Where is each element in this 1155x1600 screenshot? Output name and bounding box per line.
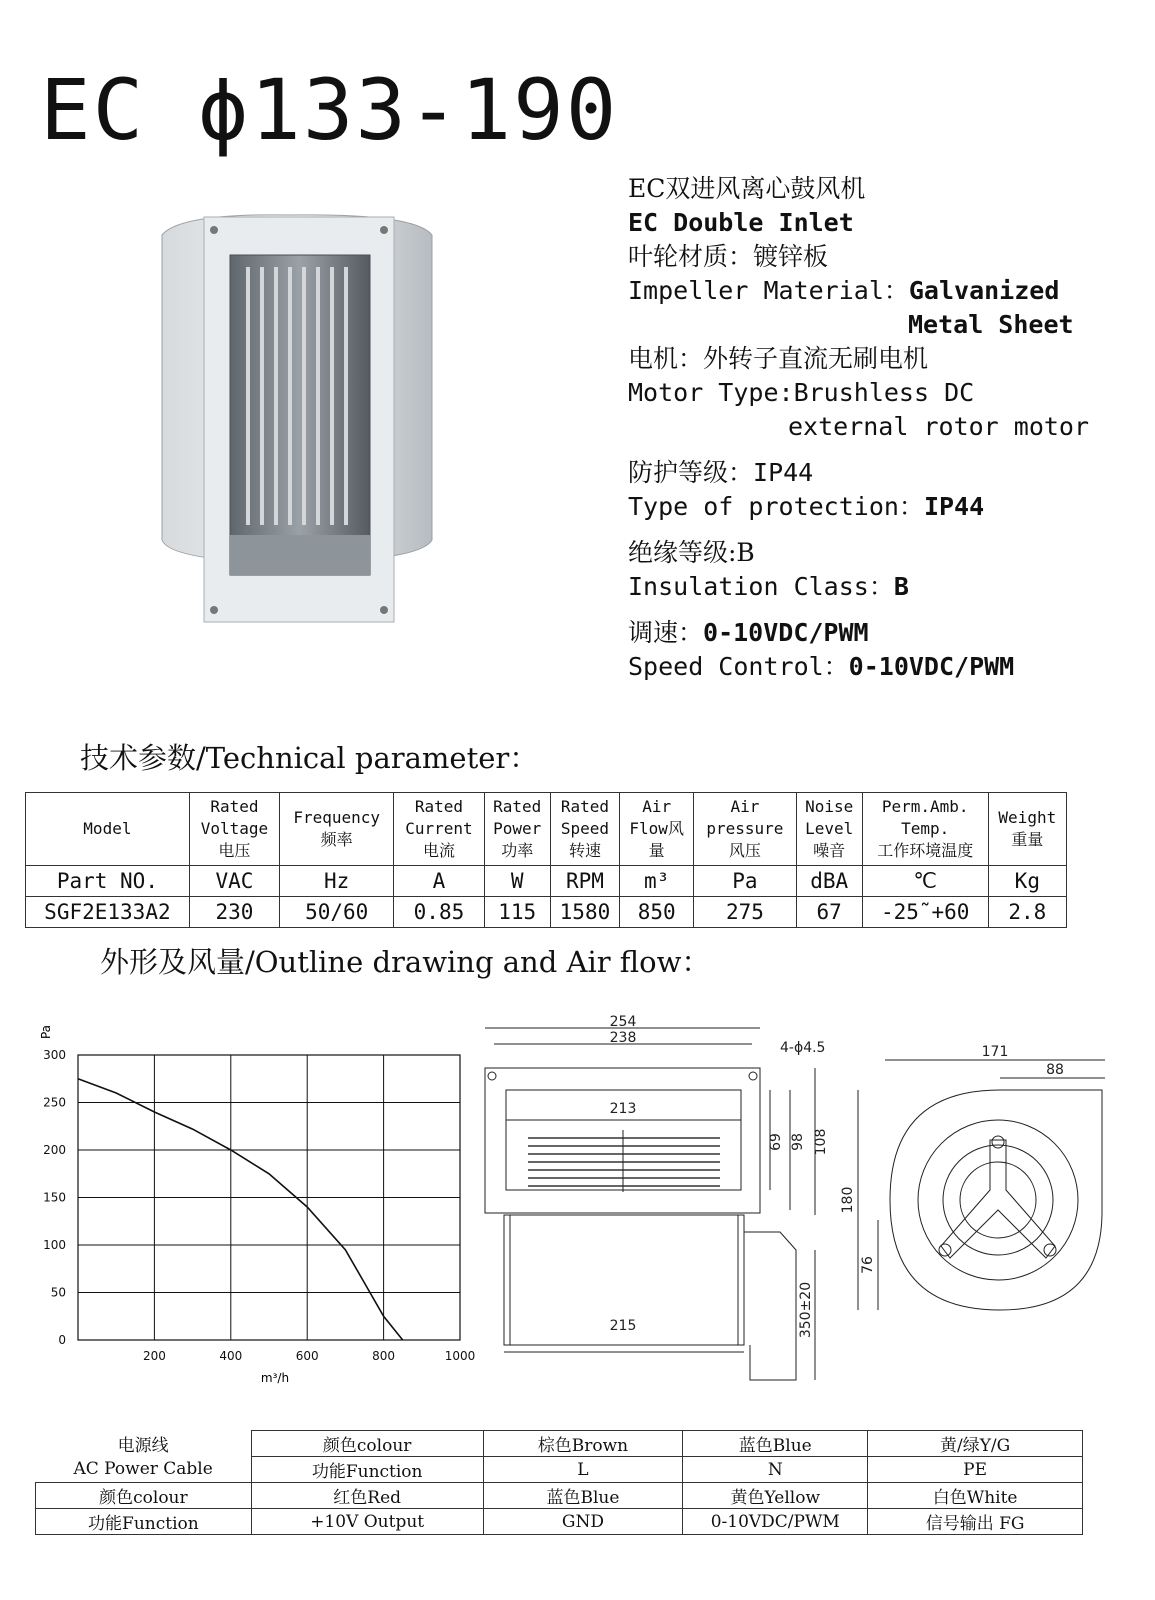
dim-213: 213 (609, 1101, 637, 1117)
cable-cell: 功能Function (36, 1509, 252, 1535)
protection-en-value: IP44 (923, 492, 985, 521)
x-tick-label: 200 (142, 1349, 166, 1363)
table-row (26, 897, 1067, 928)
impeller-blades (528, 1138, 720, 1186)
dim-88: 88 (1046, 1062, 1064, 1078)
motor-hub (960, 1162, 1036, 1238)
value-cell: 2.8 (988, 897, 1066, 928)
spider-bolt (939, 1244, 951, 1256)
header-cell: Perm.Amb. Temp. 工作环境温度 (862, 793, 988, 866)
spider-bolt (992, 1136, 1004, 1148)
cable-cell: 信号输出 FG (868, 1509, 1083, 1535)
value-cell: 275 (694, 897, 796, 928)
product-title: EC ϕ133-190 (40, 61, 619, 159)
motor-cn: 电机：外转子直流无刷电机 (628, 344, 929, 373)
product-name-en: EC Double Inlet (628, 208, 854, 237)
dim-215: 215 (609, 1318, 637, 1334)
header-cell: Air pressure 风压 (694, 793, 796, 866)
header-cell: Rated Voltage 电压 (189, 793, 279, 866)
y-tick-label: 100 (43, 1238, 66, 1252)
dim-171: 171 (981, 1044, 1009, 1060)
outline-heading: 外形及风量/Outline drawing and Air flow： (100, 945, 711, 979)
impeller-value-2: Metal Sheet (908, 310, 1074, 339)
cable-cell: GND (483, 1509, 683, 1535)
motor-en: Motor Type:Brushless DC (628, 378, 975, 407)
header-cell: Rated Current 电流 (394, 793, 484, 866)
unit-cell: A (394, 866, 484, 897)
cable-table (35, 1430, 1083, 1535)
outline-front-view (480, 1010, 860, 1390)
cable-cell: 0-10VDC/PWM (683, 1509, 868, 1535)
header-cell: Noise Level 噪音 (796, 793, 862, 866)
y-tick-label: 0 (58, 1333, 66, 1347)
x-axis-label: m³/h (260, 1371, 290, 1385)
cable-cell: N (683, 1457, 868, 1483)
value-cell: 0.85 (394, 897, 484, 928)
cable-title-cn: 电源线 (117, 1436, 169, 1456)
protection-cn-label: 防护等级： (628, 458, 754, 487)
cable-cell: 颜色colour (251, 1431, 483, 1457)
cable-cell: 功能Function (251, 1457, 483, 1483)
value-cell: -25˜+60 (862, 897, 988, 928)
table-units-row (26, 866, 1067, 897)
impeller-label: Impeller Material： (628, 276, 909, 305)
airflow-chart (30, 1010, 480, 1390)
dim-holes: 4-ϕ4.5 (780, 1040, 826, 1056)
unit-cell: m³ (620, 866, 694, 897)
cable-cell: 颜色colour (36, 1483, 252, 1509)
mount-hole (749, 1072, 757, 1080)
y-tick-label: 300 (43, 1048, 66, 1062)
protection-en (628, 490, 1138, 524)
unit-cell: Hz (280, 866, 394, 897)
unit-cell: W (484, 866, 550, 897)
insulation-en-label: Insulation Class： (628, 572, 894, 601)
header-cell: Rated Speed 转速 (550, 793, 619, 866)
cable-cell: 蓝色Blue (683, 1431, 868, 1457)
y-tick-label: 250 (43, 1095, 66, 1110)
value-cell: 115 (484, 897, 550, 928)
table-row (36, 1431, 1083, 1457)
dim-254: 254 (609, 1014, 637, 1030)
chart-ticks (43, 1048, 475, 1363)
cable-cell: 黄/绿Y/G (868, 1431, 1083, 1457)
header-cell: Weight 重量 (988, 793, 1066, 866)
dim-108: 108 (813, 1128, 829, 1156)
header-cell: Model (26, 793, 190, 866)
unit-cell: dBA (796, 866, 862, 897)
protection-en-label: Type of protection： (628, 492, 924, 521)
spider-bolt (1044, 1244, 1056, 1256)
unit-cell: VAC (189, 866, 279, 897)
dim-69: 69 (768, 1133, 784, 1151)
value-cell: 67 (796, 897, 862, 928)
y-tick-label: 50 (50, 1285, 66, 1300)
dim-180: 180 (840, 1186, 856, 1214)
cable-cell: PE (868, 1457, 1083, 1483)
scroll-housing (890, 1090, 1102, 1310)
motor-en-2: external rotor motor (788, 412, 1090, 441)
speed-en-label: Speed Control： (628, 652, 849, 681)
dim-350: 350±20 (798, 1281, 814, 1339)
unit-cell: Part NO. (26, 866, 190, 897)
unit-cell: Kg (988, 866, 1066, 897)
value-cell: 850 (620, 897, 694, 928)
value-cell: 50/60 (280, 897, 394, 928)
spec-list (628, 172, 1138, 684)
unit-cell: Pa (694, 866, 796, 897)
cable-title-en: AC Power Cable (73, 1459, 213, 1480)
table-row (36, 1483, 1083, 1509)
dim-98: 98 (790, 1133, 806, 1151)
x-tick-label: 800 (372, 1349, 396, 1363)
x-tick-label: 1000 (444, 1349, 476, 1363)
cable-cell: 棕色Brown (483, 1431, 683, 1457)
header-cell: Frequency 频率 (280, 793, 394, 866)
motor-cable-box (744, 1232, 796, 1380)
value-cell: 1580 (550, 897, 619, 928)
impeller-cn: 叶轮材质：镀锌板 (628, 242, 829, 271)
dim-76: 76 (860, 1256, 876, 1274)
cable-cell: L (483, 1457, 683, 1483)
speed-cn (628, 616, 1138, 650)
x-tick-label: 600 (295, 1349, 319, 1363)
mount-hole (488, 1072, 496, 1080)
cable-cell: 白色White (868, 1483, 1083, 1509)
insulation-en-value: B (893, 572, 909, 601)
chart-grid (78, 1055, 460, 1340)
cable-cell: +10V Output (251, 1509, 483, 1535)
insulation-en (628, 570, 1138, 604)
y-axis-label: Pa (39, 1024, 53, 1040)
value-cell: SGF2E133A2 (26, 897, 190, 928)
fan-product-image (150, 205, 440, 635)
outline-side-view (840, 1010, 1120, 1330)
value-cell: 230 (189, 897, 279, 928)
unit-cell: ℃ (862, 866, 988, 897)
dim-238: 238 (609, 1030, 637, 1046)
airflow-curve (78, 1079, 403, 1340)
cable-cell: 红色Red (251, 1483, 483, 1509)
insulation-cn: 绝缘等级:B (628, 538, 755, 567)
table-row (36, 1457, 1083, 1483)
cable-cell: 蓝色Blue (483, 1483, 683, 1509)
parameter-table (25, 792, 1067, 928)
x-tick-label: 400 (219, 1349, 243, 1363)
tech-heading: 技术参数/Technical parameter： (80, 741, 539, 775)
protection-cn (628, 456, 1138, 490)
header-cell: Rated Power 功率 (484, 793, 550, 866)
speed-cn-value: 0-10VDC/PWM (703, 618, 869, 647)
y-tick-label: 200 (43, 1143, 66, 1157)
impeller-value: Galvanized (908, 276, 1060, 305)
impeller-en (628, 274, 1138, 308)
speed-en (628, 650, 1138, 684)
speed-en-value: 0-10VDC/PWM (848, 652, 1015, 681)
cable-cell: 黄色Yellow (683, 1483, 868, 1509)
y-tick-label: 150 (43, 1190, 66, 1205)
table-row (36, 1509, 1083, 1535)
header-cell: Air Flow风 量 (620, 793, 694, 866)
impeller-ring (918, 1120, 1078, 1280)
table-header-row (26, 793, 1067, 866)
product-name-cn: EC双进风离心鼓风机 (628, 174, 866, 203)
speed-cn-label: 调速： (628, 618, 704, 647)
unit-cell: RPM (550, 866, 619, 897)
protection-cn-value: IP44 (753, 458, 814, 487)
mounting-spider (941, 1140, 1055, 1258)
